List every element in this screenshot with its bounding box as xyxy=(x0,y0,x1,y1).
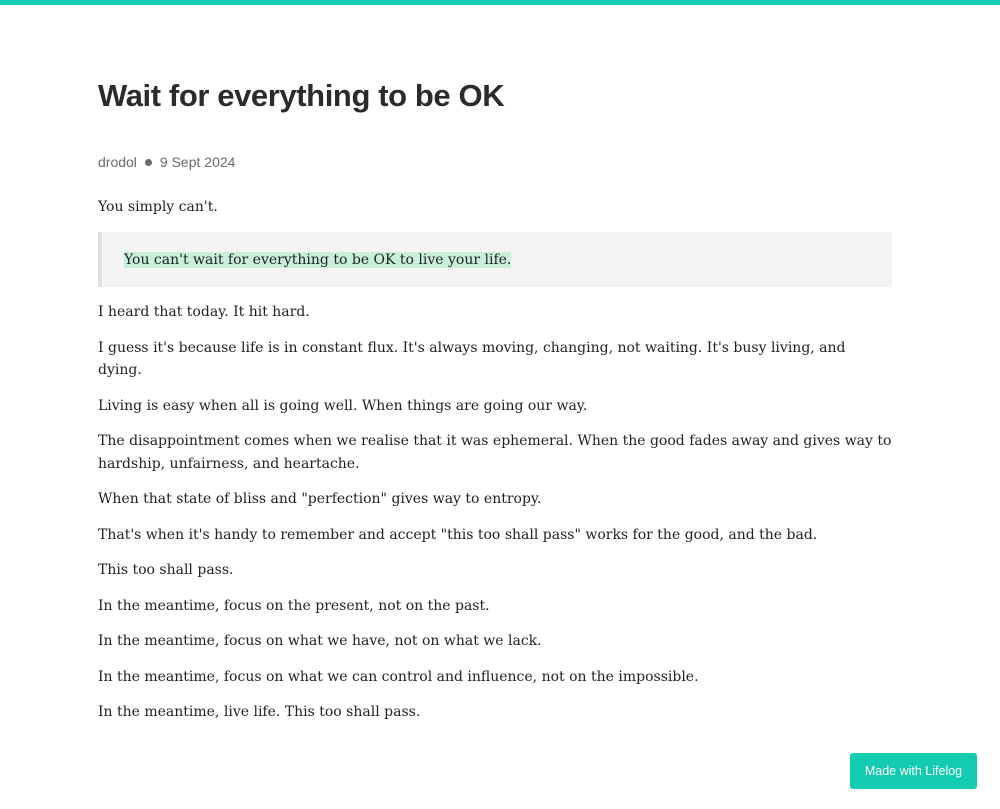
paragraph: I heard that today. It hit hard. xyxy=(98,304,310,320)
post-title: Wait for everything to be OK xyxy=(98,78,505,113)
paragraph: In the meantime, focus on the present, not on the past. xyxy=(98,597,490,614)
paragraph: In the meantime, live life. This too shall pass. xyxy=(98,704,421,720)
post-intro: You simply can't. xyxy=(98,199,218,215)
paragraph: That's when it's handy to remember and accept "this too shall pass" works for the good, and the bad. xyxy=(98,526,818,543)
post-blockquote xyxy=(98,232,892,288)
paragraph: The disappointment comes when we realise that it was ephemeral. When the good fades away and gives way to hardship, unfairness, and heartache. xyxy=(98,433,892,472)
post-meta xyxy=(98,152,892,172)
made-with-lifelog-button[interactable]: Made with Lifelog xyxy=(850,753,977,789)
quote-text: You can't wait for everything to be OK to live your life. xyxy=(124,251,512,268)
post-author: drodol xyxy=(98,154,137,170)
paragraph: Living is easy when all is going well. When things are going our way. xyxy=(98,397,588,414)
paragraph: I guess it's because life is in constant flux. It's always moving, changing, not waiting. It's busy living, and dying. xyxy=(98,339,846,378)
paragraph: When that state of bliss and "perfection" gives way to entropy. xyxy=(98,491,542,507)
paragraph: In the meantime, focus on what we have, not on what we lack. xyxy=(98,633,542,649)
post-article xyxy=(98,0,892,737)
paragraph: In the meantime, focus on what we can control and influence, not on the impossible. xyxy=(98,668,699,685)
paragraph: This too shall pass. xyxy=(98,562,234,578)
post-content xyxy=(98,196,892,724)
post-date: 9 Sept 2024 xyxy=(159,154,236,170)
separator-dot-icon xyxy=(145,159,152,166)
